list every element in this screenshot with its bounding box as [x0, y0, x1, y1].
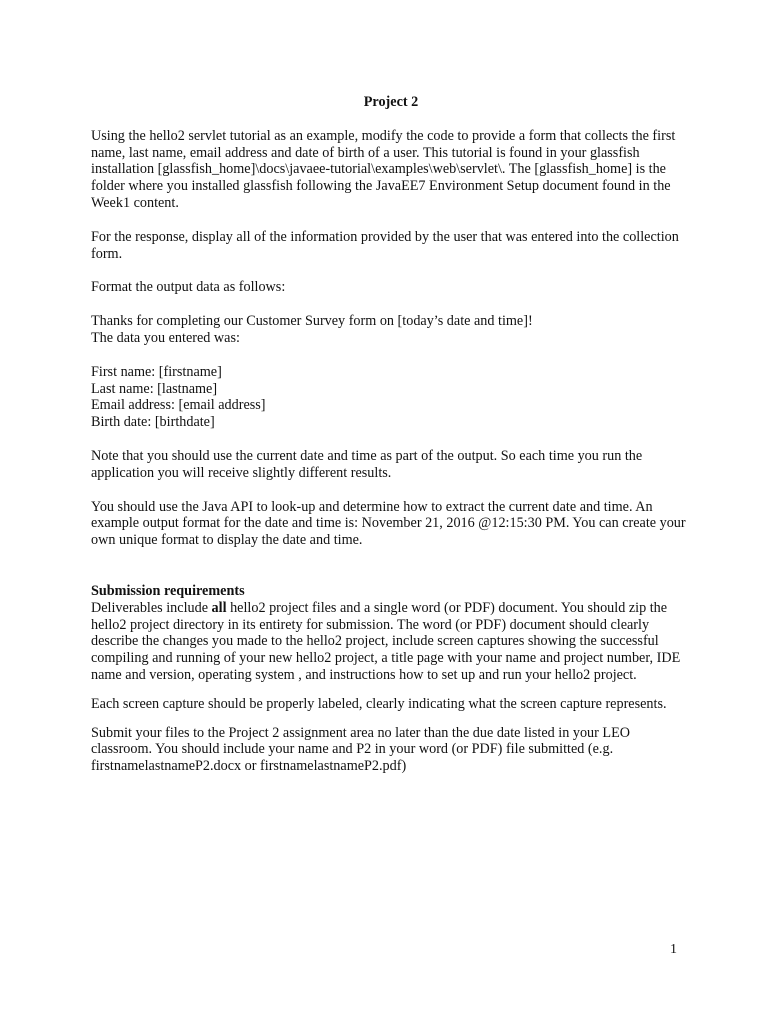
field-line: First name: [firstname]	[91, 363, 222, 380]
deliverables-paragraph	[91, 600, 691, 684]
deliverables-text-pre: Deliverables include	[91, 599, 212, 616]
response-paragraph: For the response, display all of the information provided by the user that was entered into the collection form.	[91, 228, 679, 262]
fields-block	[91, 364, 691, 431]
field-line: Birth date: [birthdate]	[91, 414, 215, 431]
format-intro-paragraph: Format the output data as follows:	[91, 279, 286, 296]
field-line: Last name: [lastname]	[91, 380, 218, 397]
intro-paragraph: Using the hello2 servlet tutorial as an example, modify the code to provide a form that collects the first name, last name, email address and date of birth of a user. This tutorial is found in your glassfish installation [glassfish_home]\docs\javaee-tutorial\examples\web\servlet\. The [glassfish_home] is the folder where you installed glassfish following the JavaEE7 Environment Setup document found in the Week1 content.	[91, 127, 676, 211]
thanks-line: Thanks for completing our Customer Survey form on [today’s date and time]!	[91, 313, 533, 330]
submission-heading: Submission requirements	[91, 582, 245, 599]
deliverables-text-bold: all	[211, 599, 227, 616]
field-line: Email address: [email address]	[91, 397, 266, 414]
document-title: Project 2	[363, 94, 419, 110]
thanks-line: The data you entered was:	[91, 329, 240, 346]
note-paragraph: Note that you should use the current date and time as part of the output. So each time you run the application you will receive slightly different results.	[91, 447, 643, 481]
document-page	[91, 94, 691, 775]
java-api-paragraph: You should use the Java API to look-up and determine how to extract the current date and time. An example output format for the date and time is: November 21, 2016 @12:15:30 PM. You can create your own unique format to display the date and time.	[91, 498, 686, 549]
page-number: 1	[670, 942, 677, 957]
submit-paragraph: Submit your files to the Project 2 assignment area no later than the due date listed in your LEO classroom. You should include your name and P2 in your word (or PDF) file submitted (e.g. firstnamelastnameP2.docx or firstnamelastnameP2.pdf)	[91, 724, 630, 775]
thanks-block	[91, 313, 691, 347]
screen-capture-paragraph: Each screen capture should be properly labeled, clearly indicating what the screen capture represents.	[91, 695, 667, 712]
deliverables-text-post: hello2 project files and a single word (or PDF) document. You should zip the hello2 project directory in its entirety for submission. The word (or PDF) document should clearly describe the changes you made to the hello2 project, include screen captures showing the successful compiling and running of your new hello2 project, a title page with your name and project number, IDE name and version, operating system , and instructions how to set up and run your hello2 project.	[91, 599, 681, 683]
